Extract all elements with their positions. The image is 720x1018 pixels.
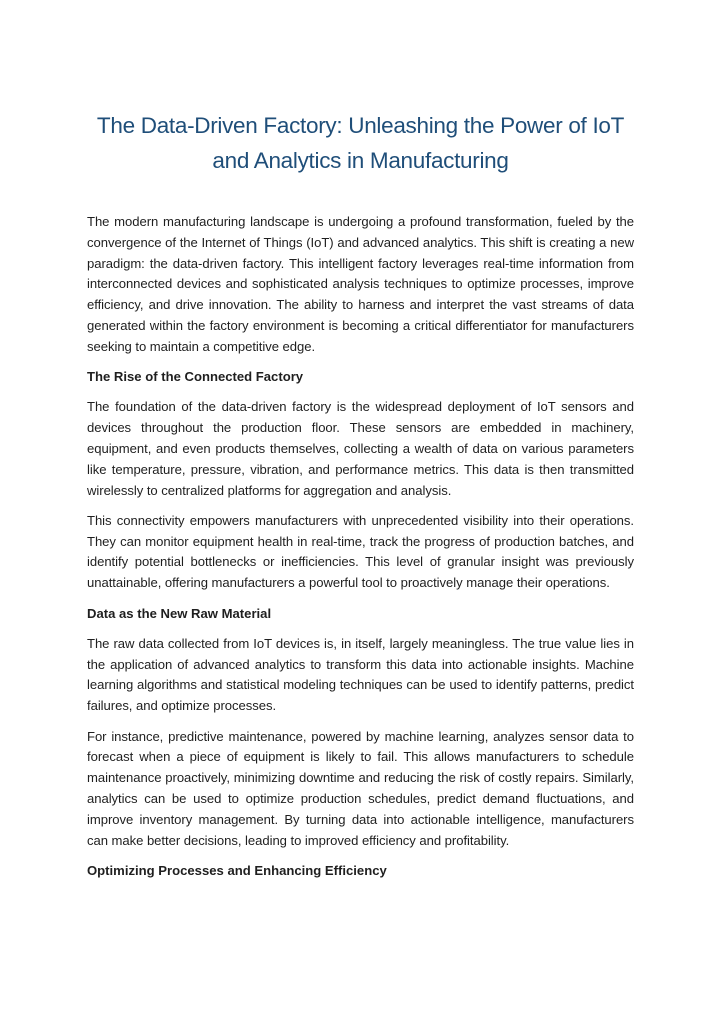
paragraph-raw-material-2: For instance, predictive maintenance, powered by machine learning, analyzes sensor data to forecast when a piece of equipment is likely to fail. This allows manufacturers to schedule maintenance proactively, minimizing downtime and reducing the risk of costly repairs. Similarly, analytics can be used to optimize production schedules, predict demand fluctuations, and improve inventory management. By turning data into actionable intelligence, manufacturers can make better decisions, leading to improved efficiency and profitability. (87, 728, 634, 848)
paragraph-connected-factory-1: The foundation of the data-driven factory is the widespread deployment of IoT sensors and devices throughout the production floor. These sensors are embedded in machinery, equipment, and even products themselves, collecting a wealth of data on various parameters like temperature, pressure, vibration, and performance metrics. This data is then transmitted wirelessly to centralized platforms for aggregation and analysis. (87, 399, 634, 498)
paragraph-connected-factory-2: This connectivity empowers manufacturers with unprecedented visibility into their operations. They can monitor equipment health in real-time, track the progress of production batches, and identify potential bottlenecks or inefficiencies. This level of granular insight was previously unattainable, offering manufacturers a powerful tool to proactively manage their operations. (87, 512, 634, 591)
section-heading-raw-material: Data as the New Raw Material (87, 605, 272, 621)
title-line-1: The Data-Driven Factory: Unleashing the Power of IoT (96, 113, 625, 138)
page-title (87, 108, 634, 178)
intro-paragraph: The modern manufacturing landscape is undergoing a profound transformation, fueled by the convergence of the Internet of Things (IoT) and advanced analytics. This shift is creating a new paradigm: the data-driven factory. This intelligent factory leverages real-time information from interconnected devices and sophisticated analysis techniques to optimize processes, improve efficiency, and drive innovation. The ability to harness and interpret the vast streams of data generated within the factory environment is becoming a critical differentiator for manufacturers seeking to maintain a competitive edge. (87, 214, 634, 354)
paragraph-raw-material-1: The raw data collected from IoT devices is, in itself, largely meaningless. The true value lies in the application of advanced analytics to transform this data into actionable insights. Machine learning algorithms and statistical modeling techniques can be used to identify patterns, predict failures, and optimize processes. (87, 635, 634, 714)
title-line-2: and Analytics in Manufacturing (212, 148, 509, 173)
section-heading-connected-factory: The Rise of the Connected Factory (87, 369, 304, 385)
section-heading-optimizing-processes: Optimizing Processes and Enhancing Efficiency (87, 862, 387, 878)
document-body (87, 212, 634, 882)
